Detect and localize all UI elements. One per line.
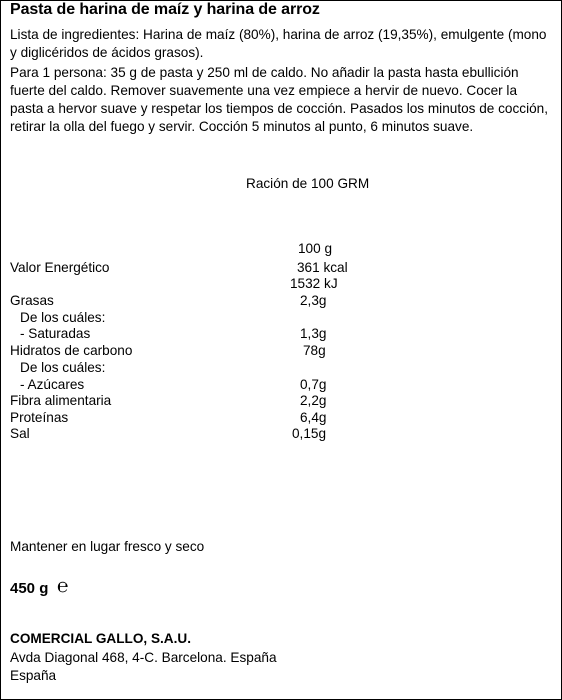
nutrient-label-protein: Proteínas bbox=[10, 410, 69, 425]
preparation-instructions: Para 1 persona: 35 g de pasta y 250 ml de caldo. No añadir la pasta hasta ebullición fuerte del caldo. Remover suavemente una vez empiece a hervir de nuevo. Cocer la pasta a hervor suave y respetar los tiempos de cocción. Pasados los minutos de cocción, retirar la olla del fuego y servir. Cocción 5 minutos al punto, 6 minutos suave. bbox=[10, 65, 548, 134]
ingredients-text: Lista de ingredientes: Harina de maíz (80%), harina de arroz (19,35%), emulgente (mono y diglicéridos de ácidos grasos). bbox=[10, 27, 547, 60]
nutrient-value-fiber: 2,2g bbox=[300, 393, 327, 408]
nutrient-sublabel: De los cuáles: bbox=[20, 310, 106, 325]
company-address: Avda Diagonal 468, 4-C. Barcelona. España bbox=[10, 650, 277, 665]
nutrient-value-sugars: 0,7g bbox=[300, 377, 327, 392]
nutrition-header: Ración de 100 GRM bbox=[246, 176, 370, 191]
company-country: España bbox=[10, 668, 57, 683]
nutrition-column-header: 100 g bbox=[298, 241, 333, 256]
nutrient-value-fat: 2,3g bbox=[300, 293, 327, 308]
nutrient-sublabel: De los cuáles: bbox=[20, 360, 106, 375]
nutrient-value-salt: 0,15g bbox=[292, 426, 327, 441]
energy-kj-value: 1532 kJ bbox=[290, 276, 338, 291]
net-weight: 450 g bbox=[10, 580, 49, 597]
nutrient-label-salt: Sal bbox=[10, 426, 30, 441]
nutrient-value-protein: 6,4g bbox=[300, 410, 327, 425]
energy-label: Valor Energético bbox=[10, 260, 110, 275]
nutrient-label-fiber: Fibra alimentaria bbox=[10, 393, 112, 408]
company-name: COMERCIAL GALLO, S.A.U. bbox=[10, 631, 191, 646]
nutrient-label-carbohydrates: Hidratos de carbono bbox=[10, 343, 133, 358]
product-title: Pasta de harina de maíz y harina de arroz bbox=[10, 1, 320, 18]
nutrient-label-saturated: - Saturadas bbox=[20, 326, 91, 341]
nutrient-label-sugars: - Azúcares bbox=[20, 377, 85, 392]
nutrient-value-carbohydrates: 78g bbox=[303, 343, 326, 358]
energy-kcal-value: 361 kcal bbox=[297, 260, 348, 275]
estimated-sign-icon: ℮ bbox=[57, 576, 69, 597]
storage-instructions: Mantener en lugar fresco y seco bbox=[10, 539, 205, 554]
nutrient-value-saturated: 1,3g bbox=[300, 326, 327, 341]
nutrient-label-fat: Grasas bbox=[10, 293, 54, 308]
